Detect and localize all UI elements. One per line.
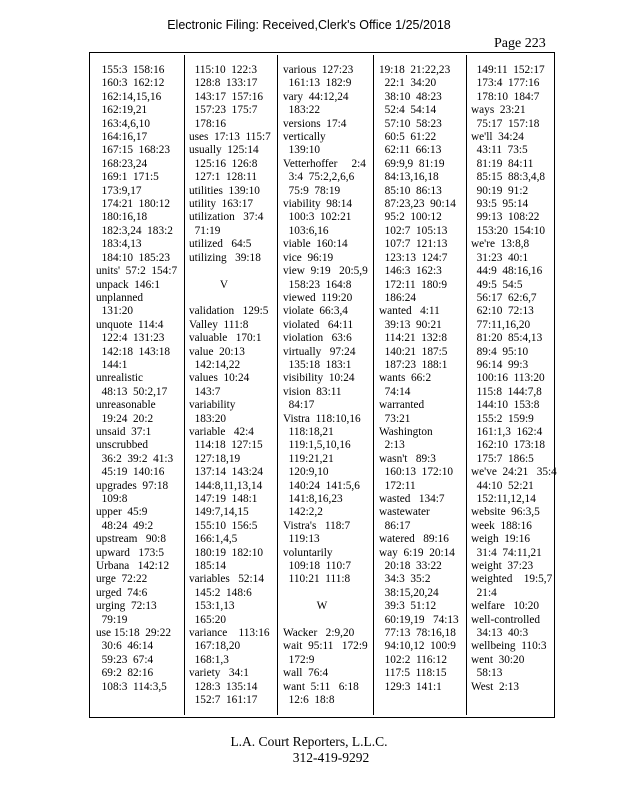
index-entry: 39:3 51:12 (379, 600, 437, 613)
index-entry: weighted 19:5,7 (471, 573, 553, 586)
index-entry: 109:18 110:7 (283, 560, 351, 573)
index-entry: 48:13 50:2,17 (96, 385, 168, 398)
index-entry: welfare 10:20 (471, 600, 540, 613)
index-entry: vision 83:11 (283, 385, 342, 398)
index-entry: 57:10 58:23 (379, 117, 442, 130)
index-entry: 114:21 132:8 (379, 332, 447, 345)
index-entry: 147:19 148:1 (189, 493, 258, 505)
index-entry (189, 265, 271, 278)
index-entry: 100:16 113:20 (471, 372, 545, 385)
index-entry: 85:15 88:3,4,8 (471, 171, 546, 184)
index-entry (283, 587, 368, 600)
index-entry: use 15:18 29:22 (96, 627, 171, 640)
index-entry: 71:19 (189, 224, 221, 237)
index-entry: utilized 64:5 (189, 238, 252, 251)
index-entry: warranted (379, 399, 425, 412)
page-number: Page 223 (494, 36, 546, 51)
index-entry: 93:5 95:14 (471, 198, 529, 211)
index-entry: variables 52:14 (189, 573, 264, 586)
index-entry: we've 24:21 35:4 (471, 466, 557, 479)
index-entry: unquote 114:4 (96, 318, 164, 331)
index-entry: 162:10 173:18 (471, 439, 546, 452)
index-entry: 69:2 82:16 (96, 667, 154, 680)
index-entry: upgrades 97:18 (96, 479, 169, 492)
index-entry: wanted 4:11 (379, 305, 440, 318)
index-entry: 183:22 (283, 104, 321, 117)
index-entry: 182:3,24 183:2 (96, 224, 173, 237)
index-entry: 102:7 105:13 (379, 224, 448, 237)
index-entry: unrealistic (96, 372, 144, 385)
column-divider (277, 55, 278, 715)
index-entry: 108:3 114:3,5 (96, 680, 167, 693)
index-entry: Urbana 142:12 (96, 560, 170, 573)
index-entry: 143:7 (189, 385, 221, 398)
index-entry: 107:7 121:13 (379, 238, 448, 251)
index-entry: Vistra 118:10,16 (283, 412, 361, 425)
index-entry: 75:17 157:18 (471, 117, 540, 130)
index-entry: 79:19 (96, 613, 128, 626)
index-entry: 119:13 (283, 533, 320, 546)
index-entry: 3:4 75:2,2,6,6 (283, 171, 355, 184)
index-entry: 158:23 164:8 (283, 278, 352, 291)
index-entry: violation 63:6 (283, 332, 352, 345)
index-entry: value 20:13 (189, 345, 245, 358)
index-entry: 94:10,12 100:9 (379, 640, 456, 653)
index-entry: 19:18 21:22,23 (379, 64, 451, 76)
index-entry: went 30:20 (471, 653, 525, 666)
index-entry: 48:24 49:2 (96, 519, 154, 532)
index-entry: 185:14 (189, 560, 227, 573)
index-entry: 30:6 46:14 (96, 640, 154, 653)
index-entry: 162:14,15,16 (96, 90, 162, 103)
index-entry: 43:11 73:5 (471, 144, 528, 157)
index-entry: 180:16,18 (96, 211, 148, 224)
index-entry: variability (189, 399, 236, 412)
index-entry: 173:4 177:16 (471, 77, 540, 90)
index-entry: 38:15,20,24 (379, 586, 439, 599)
index-entry: 127:1 128:11 (189, 171, 257, 184)
index-entry: 81:20 85:4,13 (471, 332, 543, 345)
index-entry: 180:19 182:10 (189, 546, 264, 559)
index-entry: wasted 134:7 (379, 493, 445, 505)
index-entry: 153:20 154:10 (471, 224, 546, 237)
index-entry: we'll 34:24 (471, 131, 524, 144)
index-entry: 142:14,22 (189, 358, 241, 371)
index-entry: wellbeing 110:3 (471, 640, 547, 653)
index-entry: 173:9,17 (96, 184, 142, 197)
index-entry: 109:8 (96, 493, 128, 505)
index-entry: 143:17 157:16 (189, 90, 264, 103)
filing-header: Electronic Filing: Received,Clerk's Office 1/25/2018 (167, 18, 451, 32)
index-entry: 168:1,3 (189, 653, 229, 666)
index-entry: 31:23 40:1 (471, 251, 529, 264)
footer-company: L.A. Court Reporters, L.L.C. (230, 734, 388, 749)
index-entry: valuable 170:1 (189, 332, 262, 345)
index-entry: 12:6 18:8 (283, 694, 335, 707)
index-entry: units' 57:2 154:7 (96, 265, 178, 278)
index-column-5 (471, 64, 557, 694)
index-entry: 152:11,12,14 (471, 493, 536, 505)
index-entry: 59:23 67:4 (96, 653, 154, 666)
index-entry: 155:10 156:5 (189, 519, 258, 532)
index-entry: viability 98:14 (283, 198, 353, 211)
index-entry: 142:18 143:18 (96, 345, 171, 358)
index-entry: vary 44:12,24 (283, 90, 349, 103)
index-entry: upward 173:5 (96, 546, 165, 559)
index-entry: upper 45:9 (96, 506, 148, 519)
index-entry: 58:13 (471, 667, 503, 680)
index-entry: watered 89:16 (379, 533, 449, 546)
index-entry: 129:3 141:1 (379, 680, 442, 693)
index-entry: 127:18,19 (189, 452, 241, 465)
index-entry: 161:1,3 162:4 (471, 425, 543, 438)
index-entry: 85:10 86:13 (379, 184, 442, 197)
index-entry: 39:13 90:21 (379, 318, 442, 331)
index-entry: 60:5 61:22 (379, 131, 437, 144)
index-entry: 140:21 187:5 (379, 345, 448, 358)
index-entry: vice 96:19 (283, 251, 334, 264)
word-index-box (89, 52, 555, 718)
index-entry: 164:16,17 (96, 131, 148, 144)
index-column-1 (96, 64, 177, 694)
index-entry: 184:10 185:23 (96, 251, 171, 264)
index-entry: 62:10 72:13 (471, 305, 534, 318)
index-entry: wants 66:2 (379, 372, 432, 385)
index-entry: 161:13 182:9 (283, 77, 352, 90)
index-entry: 187:23 188:1 (379, 358, 448, 371)
index-entry: 95:2 100:12 (379, 211, 442, 224)
index-entry: variety 34:1 (189, 667, 249, 680)
index-column-2 (189, 64, 271, 708)
index-entry: 44:9 48:16,16 (471, 265, 543, 278)
index-entry: variance 113:16 (189, 627, 270, 640)
index-entry: 84:17 (283, 399, 315, 412)
index-entry: utilization 37:4 (189, 211, 264, 224)
column-divider (184, 55, 185, 715)
index-entry: utilizing 39:18 (189, 251, 261, 264)
index-entry: 175:7 186:5 (471, 452, 534, 465)
index-entry: 135:18 183:1 (283, 358, 352, 371)
index-entry: wall 76:4 (283, 667, 329, 680)
index-entry: 118:18,21 (283, 425, 334, 438)
index-entry: urge 72:22 (96, 573, 148, 586)
index-entry: 153:1,13 (189, 600, 235, 613)
index-entry: wait 95:11 172:9 (283, 640, 368, 653)
index-entry: 167:15 168:23 (96, 144, 171, 157)
index-entry: 34:13 40:3 (471, 627, 529, 640)
index-entry: 123:13 124:7 (379, 251, 448, 264)
index-entry: utility 163:17 (189, 198, 254, 211)
index-entry: viable 160:14 (283, 238, 348, 251)
index-entry: 117:5 118:15 (379, 667, 447, 680)
column-divider (373, 55, 374, 715)
index-entry: 178:10 184:7 (471, 90, 540, 103)
index-entry: 157:23 175:7 (189, 104, 258, 117)
index-entry: 149:7,14,15 (189, 506, 249, 519)
index-entry: Wacker 2:9,20 (283, 627, 355, 640)
index-entry: we're 13:8,8 (471, 238, 530, 251)
index-entry: variable 42:4 (189, 425, 254, 438)
index-entry: unsaid 37:1 (96, 425, 152, 438)
index-entry: 160:3 162:12 (96, 77, 165, 90)
index-entry: 144:1 (96, 358, 128, 371)
index-entry: 155:2 159:9 (471, 412, 534, 425)
index-entry: vertically (283, 131, 326, 144)
index-entry: 169:1 171:5 (96, 171, 159, 184)
index-entry: 22:1 34:20 (379, 77, 437, 90)
index-entry: 69:9,9 81:19 (379, 157, 445, 170)
index-entry: 119:1,5,10,16 (283, 439, 351, 452)
index-entry: W (283, 600, 328, 613)
index-entry: violate 66:3,4 (283, 305, 348, 318)
index-entry: weight 37:23 (471, 560, 534, 573)
index-entry: 178:16 (189, 117, 227, 130)
index-entry: 52:4 54:14 (379, 104, 437, 117)
index-entry: V (189, 278, 229, 291)
index-entry: 172:11 180:9 (379, 278, 447, 291)
index-entry: 183:20 (189, 412, 227, 425)
index-entry: 103:6,16 (283, 224, 329, 237)
index-entry: 102:2 116:12 (379, 653, 447, 666)
index-entry: website 96:3,5 (471, 506, 540, 519)
index-entry: 120:9,10 (283, 466, 329, 479)
index-entry: 144:8,11,13,14 (189, 479, 263, 492)
index-entry: Valley 111:8 (189, 318, 249, 331)
index-entry: 77:11,16,20 (471, 318, 531, 331)
index-entry: 38:10 48:23 (379, 90, 442, 103)
index-entry: 81:19 84:11 (471, 157, 534, 170)
index-entry: 2:13 (379, 439, 405, 452)
index-entry: 21:4 (471, 586, 497, 599)
index-entry: voluntarily (283, 546, 333, 559)
index-entry: 99:13 108:22 (471, 211, 540, 224)
index-entry: violated 64:11 (283, 318, 354, 331)
index-entry: viewed 119:20 (283, 291, 353, 304)
index-entry: 119:21,21 (283, 452, 334, 465)
index-entry: 77:13 78:16,18 (379, 627, 456, 640)
index-entry: 86:17 (379, 519, 411, 532)
index-column-4 (379, 64, 459, 694)
index-entry: 84:13,16,18 (379, 171, 439, 184)
index-entry: 56:17 62:6,7 (471, 291, 537, 304)
index-entry: unscrubbed (96, 439, 149, 452)
index-entry: ways 23:21 (471, 104, 526, 117)
index-entry: Vistra's 118:7 (283, 519, 351, 532)
index-entry: 146:3 162:3 (379, 265, 442, 278)
index-entry: Washington (379, 425, 433, 438)
index-entry: view 9:19 20:5,9 (283, 265, 368, 278)
index-entry: West 2:13 (471, 680, 520, 693)
index-entry: well-controlled (471, 613, 541, 626)
index-entry: 149:11 152:17 (471, 64, 545, 76)
index-entry: 131:20 (96, 305, 134, 318)
index-entry: 45:19 140:16 (96, 466, 165, 479)
index-entry: want 5:11 6:18 (283, 680, 359, 693)
index-entry: 110:21 111:8 (283, 573, 351, 586)
index-entry: urging 72:13 (96, 600, 157, 613)
index-entry: 19:24 20:2 (96, 412, 154, 425)
index-entry: validation 129:5 (189, 305, 269, 318)
index-entry: 49:5 54:5 (471, 278, 523, 291)
index-entry: utilities 139:10 (189, 184, 260, 197)
index-entry: 155:3 158:16 (96, 64, 165, 76)
index-entry: Vetterhoffer 2:4 (283, 157, 366, 170)
index-entry: 36:2 39:2 41:3 (96, 452, 174, 465)
index-entry: unreasonable (96, 399, 156, 412)
index-entry: 31:4 74:11,21 (471, 546, 542, 559)
index-entry: various 127:23 (283, 64, 354, 76)
index-entry: versions 17:4 (283, 117, 347, 130)
index-entry: 96:14 99:3 (471, 358, 529, 371)
index-entry: 167:18,20 (189, 640, 241, 653)
index-entry: usually 125:14 (189, 144, 259, 157)
index-entry (189, 292, 271, 305)
index-entry: 144:10 153:8 (471, 399, 540, 412)
index-entry: 163:4,6,10 (96, 117, 150, 130)
index-entry: 142:2,2 (283, 506, 323, 519)
index-entry: 139:10 (283, 144, 321, 157)
index-entry: 128:3 135:14 (189, 680, 258, 693)
index-entry: 172:9 (283, 653, 315, 666)
index-entry: 140:24 141:5,6 (283, 479, 360, 492)
index-entry: 152:7 161:17 (189, 694, 258, 707)
index-entry: 128:8 133:17 (189, 77, 258, 90)
index-entry: wasn't 89:3 (379, 452, 436, 465)
index-entry: 60:19,19 74:13 (379, 613, 459, 626)
index-entry: 137:14 143:24 (189, 466, 264, 479)
index-entry: wastewater (379, 506, 430, 519)
index-entry: 34:3 35:2 (379, 573, 431, 586)
index-entry: 87:23,23 90:14 (379, 198, 456, 211)
index-column-3 (283, 64, 368, 708)
index-entry: 75:9 78:19 (283, 184, 341, 197)
index-entry: 74:14 (379, 385, 411, 398)
index-entry: 162:19,21 (96, 104, 148, 117)
index-entry: 62:11 66:13 (379, 144, 442, 157)
footer-phone: 312-419-9292 (292, 750, 370, 765)
index-entry: way 6:19 20:14 (379, 546, 455, 559)
index-entry (283, 614, 368, 627)
index-entry: unplanned (96, 291, 144, 304)
index-entry: urged 74:6 (96, 586, 148, 599)
index-entry: 165:20 (189, 613, 227, 626)
index-entry: 125:16 126:8 (189, 157, 258, 170)
index-entry: 115:8 144:7,8 (471, 385, 542, 398)
index-entry: 115:10 122:3 (189, 64, 257, 76)
index-entry: 100:3 102:21 (283, 211, 352, 224)
column-divider (466, 55, 467, 715)
index-entry: 122:4 131:23 (96, 332, 165, 345)
index-entry: 168:23,24 (96, 157, 148, 170)
index-entry: unpack 146:1 (96, 278, 161, 291)
index-entry: 73:21 (379, 412, 411, 425)
index-entry: 183:4,13 (96, 238, 142, 251)
index-entry: virtually 97:24 (283, 345, 356, 358)
index-entry: values 10:24 (189, 372, 250, 385)
index-entry: 166:1,4,5 (189, 533, 238, 546)
index-entry: 141:8,16,23 (283, 493, 343, 505)
index-entry: 174:21 180:12 (96, 198, 171, 211)
index-entry: upstream 90:8 (96, 533, 166, 546)
index-entry: week 188:16 (471, 519, 532, 532)
index-entry: 20:18 33:22 (379, 560, 442, 573)
index-entry: 145:2 148:6 (189, 586, 252, 599)
index-entry: 44:10 52:21 (471, 479, 534, 492)
index-entry: visibility 10:24 (283, 372, 355, 385)
index-entry: 89:4 95:10 (471, 345, 529, 358)
index-entry: 172:11 (379, 479, 416, 492)
index-entry: 114:18 127:15 (189, 439, 263, 452)
index-entry: 160:13 172:10 (379, 466, 454, 479)
index-entry: uses 17:13 115:7 (189, 131, 271, 144)
index-entry: 90:19 91:2 (471, 184, 529, 197)
index-entry: 186:24 (379, 291, 417, 304)
index-entry: weigh 19:16 (471, 533, 530, 546)
